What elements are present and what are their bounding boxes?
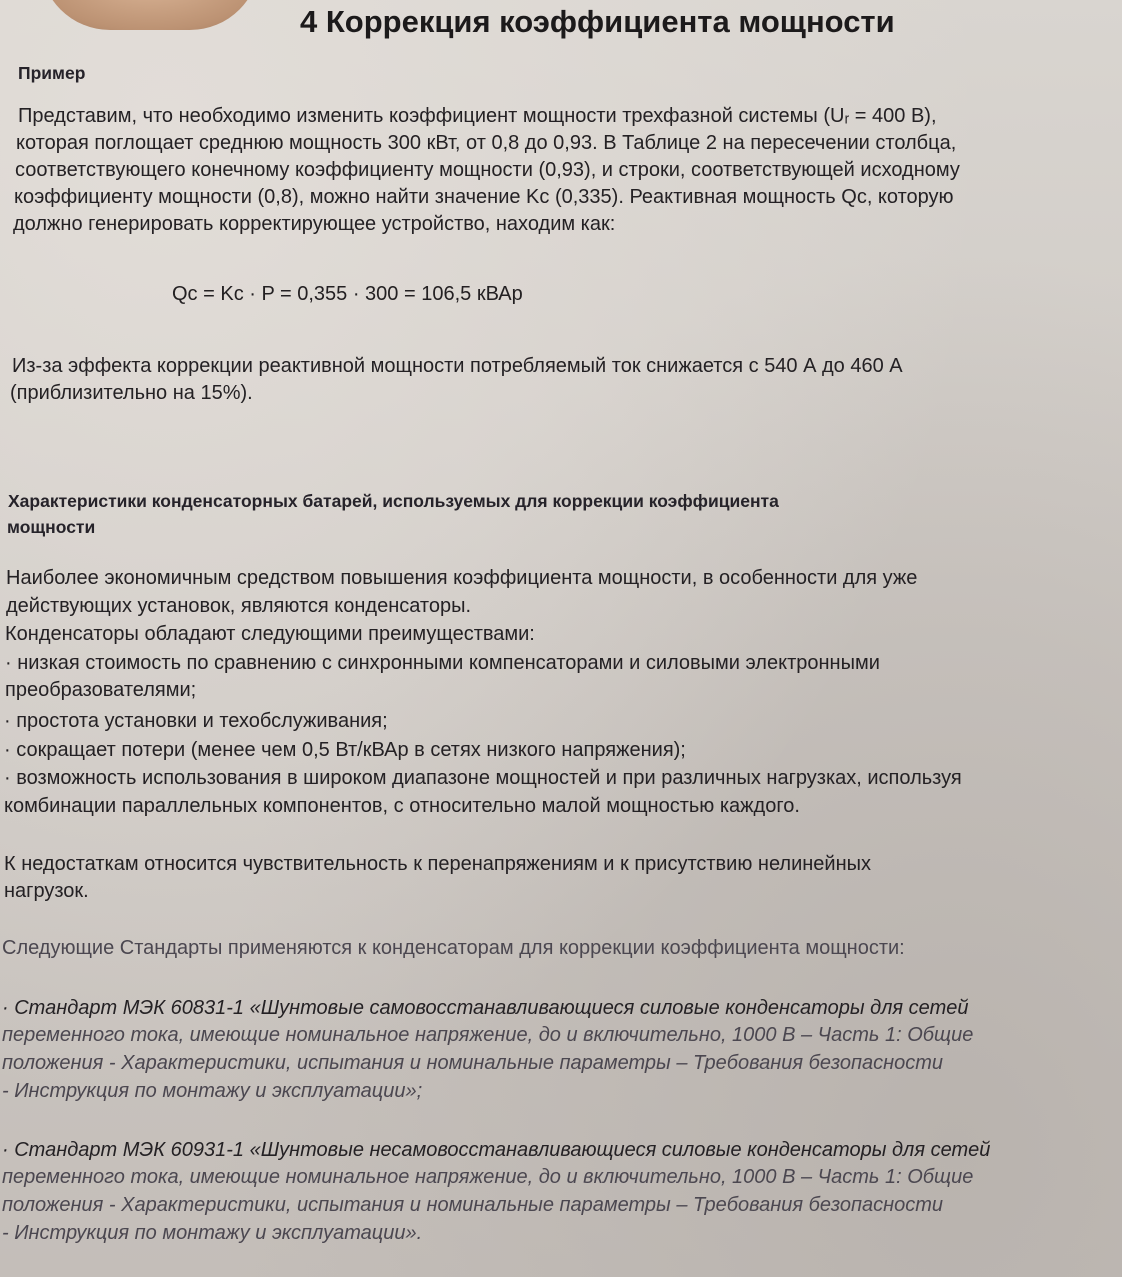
intro-line-1: Наиболее экономичным средством повышения коэффициента мощности, в особенности для уже [6, 567, 918, 589]
bullet-line-2: преобразователями; [5, 679, 197, 701]
standard1-line-1: · Стандарт МЭК 60831-1 «Шунтовые самовосстанавливающиеся силовые конденсаторы для сетей [2, 997, 969, 1019]
capacitors-heading-line-1: Характеристики конденсаторных батарей, используемых для коррекции коэффициента [8, 491, 779, 511]
standard2-line-1: · Стандарт МЭК 60931-1 «Шунтовые несамовосстанавливающиеся силовые конденсаторы для сетей [2, 1139, 991, 1161]
example-line-3: соответствующего конечному коэффициенту мощности (0,93), и строки, соответствующей исходному [15, 159, 960, 181]
example-line-1: Представим, что необходимо изменить коэффициент мощности трехфазной системы (Uᵣ = 400 В), [18, 105, 937, 127]
example-line-5: должно генерировать корректирующее устройство, находим как: [13, 213, 616, 235]
bullet-line-3: · простота установки и техобслуживания; [4, 710, 388, 732]
disadvantage-line-2: нагрузок. [4, 880, 89, 902]
example-line-2: которая поглощает среднюю мощность 300 кВт, от 0,8 до 0,93. В Таблице 2 на пересечении столбца, [16, 132, 957, 154]
standard2-line-3: положения - Характеристики, испытания и номинальные параметры – Требования безопасности [2, 1194, 944, 1216]
result-line-2: (приблизительно на 15%). [10, 382, 253, 404]
bullet-line-1: · низкая стоимость по сравнению с синхронными компенсаторами и силовыми электронными [5, 652, 880, 674]
formula: Qc = Kc · P = 0,355 · 300 = 106,5 кВАр [172, 283, 523, 305]
intro-line-3: Конденсаторы обладают следующими преимуществами: [5, 623, 535, 645]
standard2-line-2: переменного тока, имеющие номинальное напряжение, до и включительно, 1000 В – Часть 1: Общие [2, 1166, 974, 1188]
result-line-1: Из-за эффекта коррекции реактивной мощности потребляемый ток снижается с 540 А до 460 А [12, 355, 903, 377]
example-heading: Пример [18, 63, 86, 83]
standard1-line-4: - Инструкция по монтажу и эксплуатации»; [2, 1080, 423, 1102]
example-line-4: коэффициенту мощности (0,8), можно найти значение Kᴄ (0,335). Реактивная мощность Qᴄ, которую [14, 186, 954, 208]
bullet-line-6: комбинации параллельных компонентов, с относительно малой мощностью каждого. [4, 795, 800, 817]
bullet-line-4: · сокращает потери (менее чем 0,5 Вт/кВАр в сетях низкого напряжения); [4, 739, 686, 761]
standard1-line-3: положения - Характеристики, испытания и номинальные параметры – Требования безопасности [2, 1052, 944, 1074]
standards-intro: Следующие Стандарты применяются к конденсаторам для коррекции коэффициента мощности: [2, 937, 905, 959]
bullet-line-5: · возможность использования в широком диапазоне мощностей и при различных нагрузках, используя [4, 767, 962, 789]
page-title: 4 Коррекция коэффициента мощности [300, 4, 895, 39]
standard1-line-2: переменного тока, имеющие номинальное напряжение, до и включительно, 1000 В – Часть 1: Общие [2, 1024, 974, 1046]
disadvantage-line-1: К недостаткам относится чувствительность к перенапряжениям и к присутствию нелинейных [4, 853, 872, 875]
standard2-line-4: - Инструкция по монтажу и эксплуатации». [2, 1222, 423, 1244]
capacitors-heading-line-2: мощности [7, 517, 96, 537]
finger-shadow [40, 0, 260, 30]
intro-line-2: действующих установок, являются конденсаторы. [6, 595, 472, 617]
